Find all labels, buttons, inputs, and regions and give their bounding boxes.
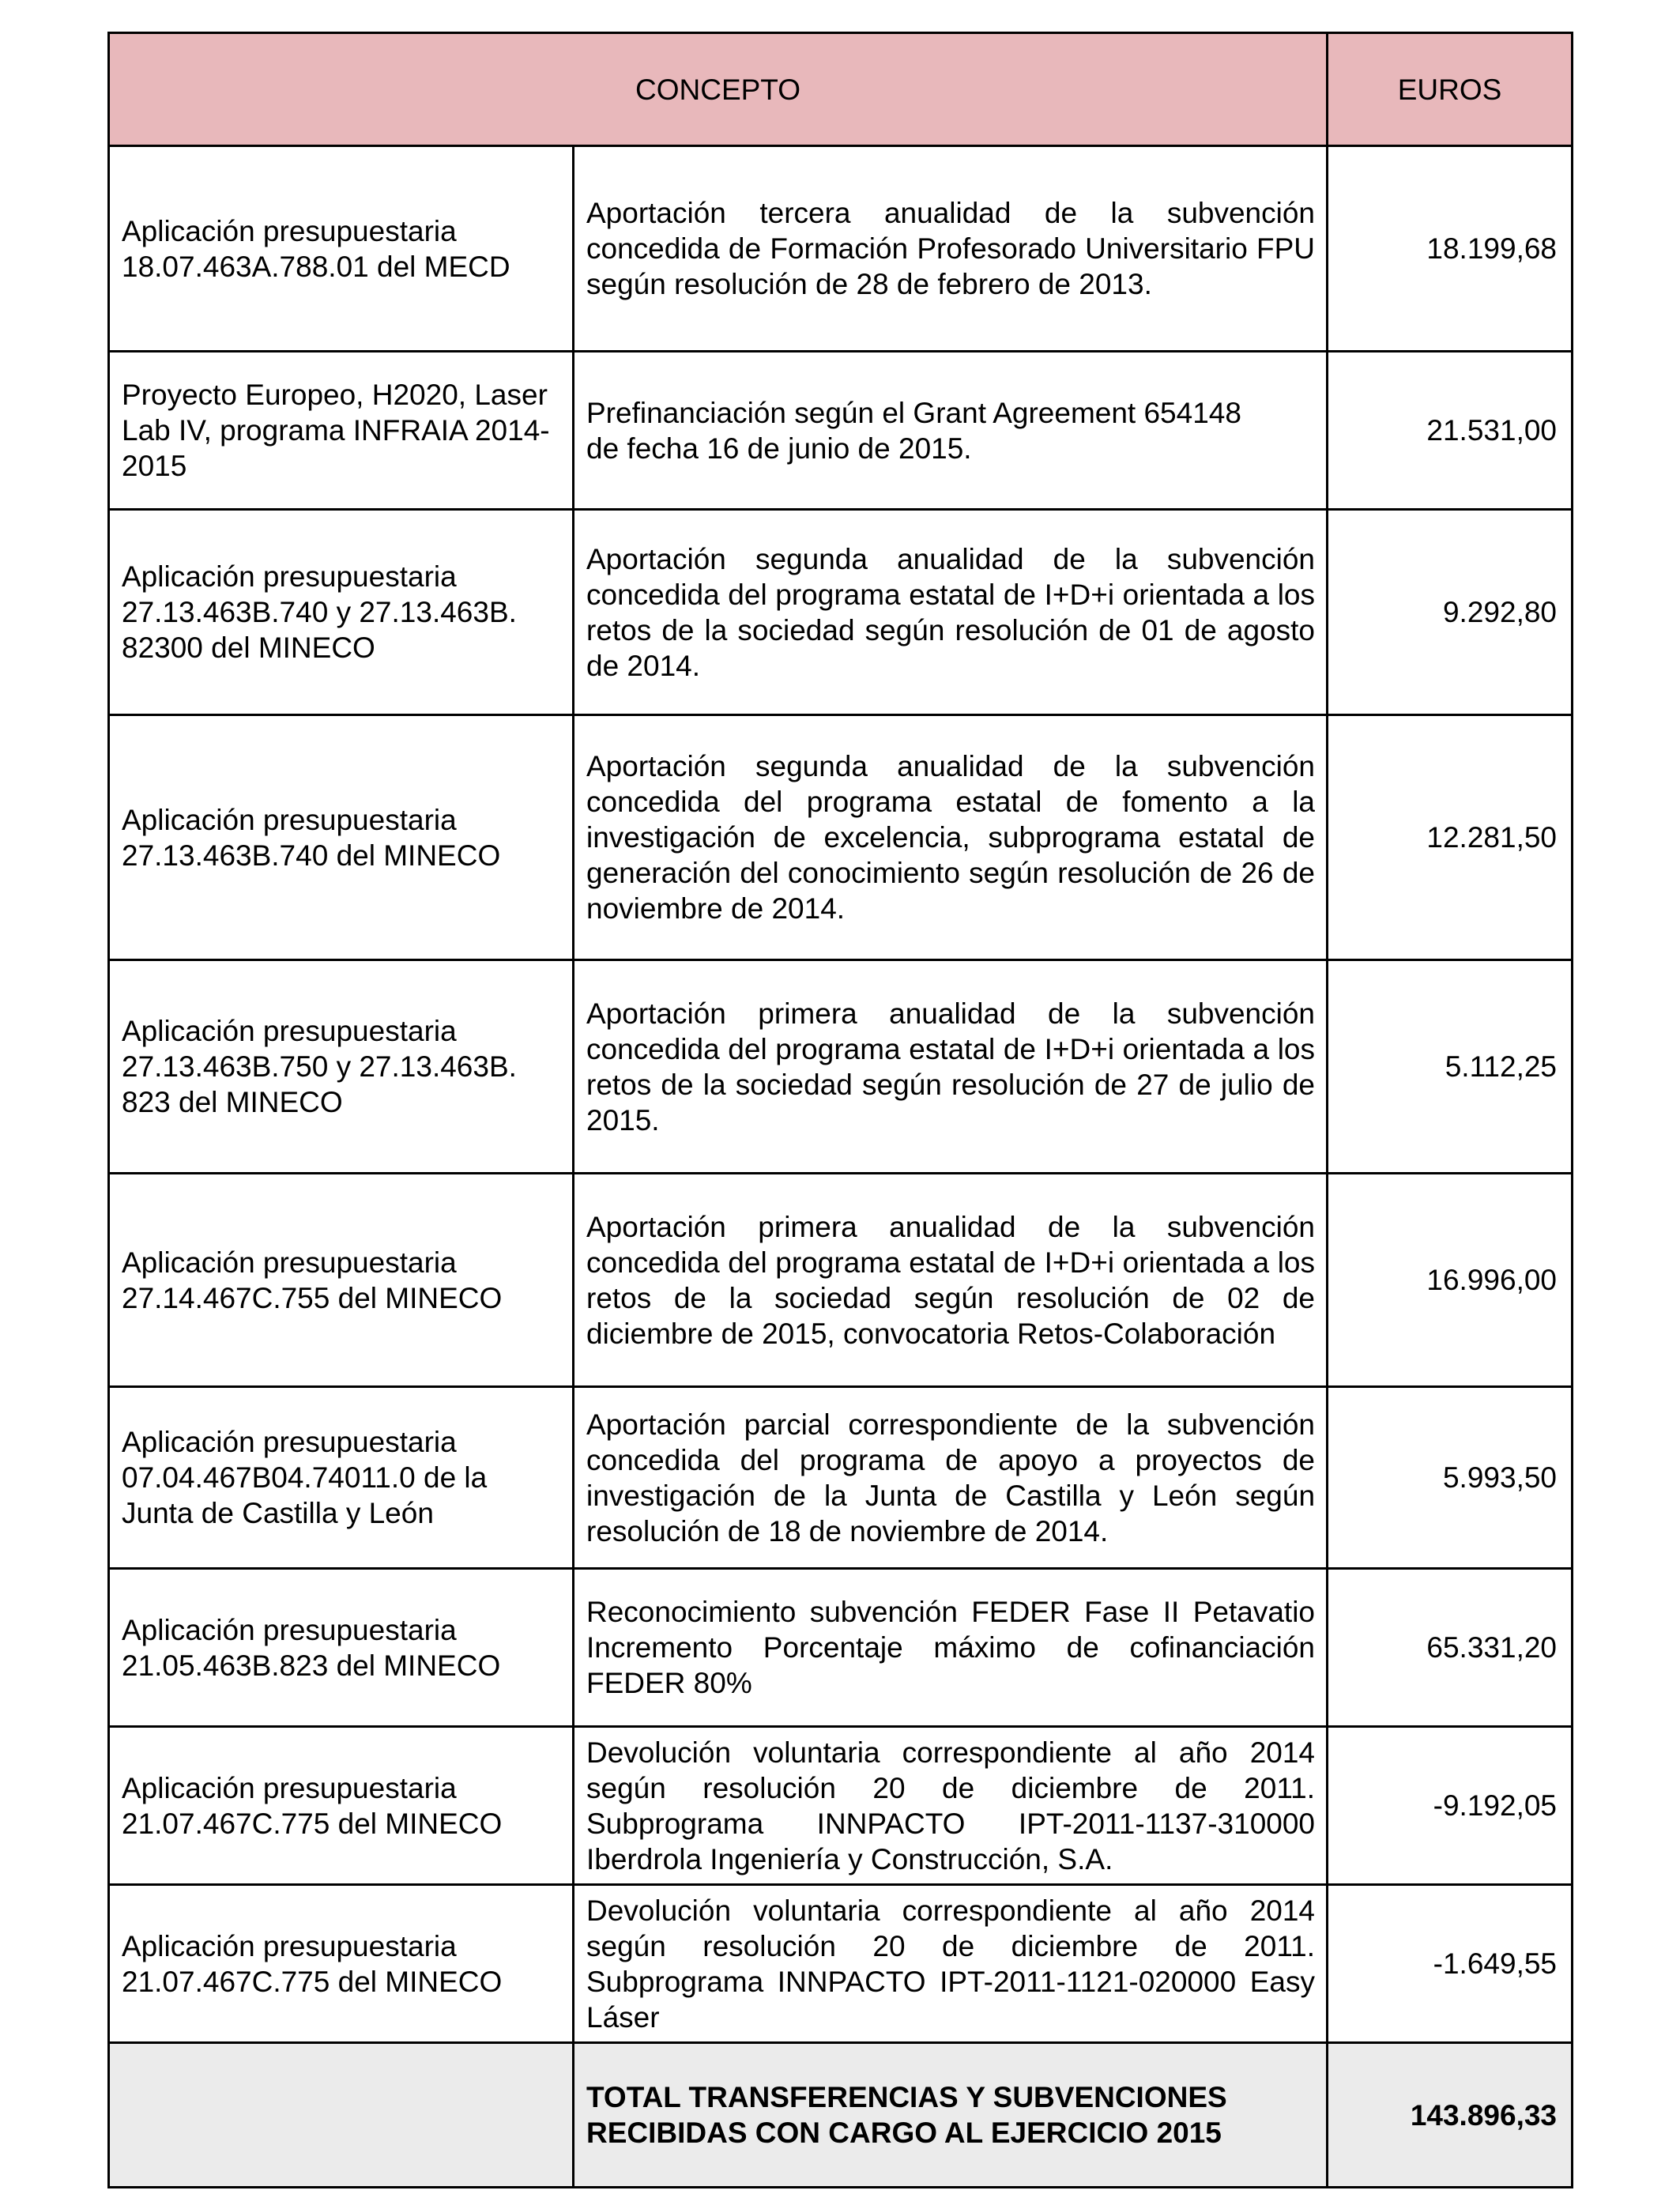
row-concept-text: Aplicación presupuestaria 27.14.467C.755 del MINECO <box>122 1246 503 1314</box>
total-label-cell <box>574 2043 1328 2188</box>
row-description-cell <box>574 352 1328 510</box>
row-description-cell <box>574 1387 1328 1569</box>
header-concepto-label: CONCEPTO <box>635 73 801 106</box>
table-header-row <box>109 33 1573 146</box>
row-amount-cell <box>1328 715 1573 960</box>
row-description-cell <box>574 1727 1328 1885</box>
row-amount-cell <box>1328 1174 1573 1387</box>
row-amount-cell <box>1328 960 1573 1174</box>
row-description-text: Aportación segunda anualidad de la subvención concedida del programa estatal de I+D+i orientada a los retos de la sociedad según resolución de 01 de agosto de 2014. <box>586 542 1316 682</box>
row-amount-text: 9.292,80 <box>1442 596 1558 628</box>
row-amount-cell <box>1328 1885 1573 2043</box>
table-row <box>109 1387 1573 1569</box>
row-amount-text: 5.112,25 <box>1445 1050 1558 1083</box>
row-amount-text: 12.281,50 <box>1426 821 1558 854</box>
row-description-text: Prefinanciación según el Grant Agreement 654148 de fecha 16 de junio de 2015. <box>586 396 1241 465</box>
row-concept-cell <box>109 1569 574 1727</box>
row-concept-text: Aplicación presupuestaria 21.05.463B.823 del MINECO <box>122 1613 501 1682</box>
row-description-cell <box>574 146 1328 352</box>
row-concept-cell <box>109 715 574 960</box>
row-description-text: Aportación parcial correspondiente de la subvención concedida del programa de apoyo a proyectos de investigación de la Junta de Castilla y León según resolución de 18 de noviembre de 2014. <box>586 1408 1316 1547</box>
row-concept-cell <box>109 1885 574 2043</box>
header-euros-label: EUROS <box>1397 73 1502 106</box>
row-concept-cell <box>109 510 574 715</box>
row-amount-text: 65.331,20 <box>1426 1631 1558 1664</box>
row-amount-cell <box>1328 1727 1573 1885</box>
table-row <box>109 715 1573 960</box>
table-row <box>109 960 1573 1174</box>
row-description-cell <box>574 960 1328 1174</box>
row-concept-cell <box>109 1727 574 1885</box>
row-amount-cell <box>1328 510 1573 715</box>
row-description-text: Reconocimiento subvención FEDER Fase II Petavatio Incremento Porcentaje máximo de cofinanciación FEDER 80% <box>586 1596 1316 1699</box>
row-description-text: Devolución voluntaria correspondiente al año 2014 según resolución 20 de diciembre de 2011. Subprograma INNPACTO IPT-2011-1121-020000 Easy Láser <box>586 1894 1316 2034</box>
row-amount-text: -1.649,55 <box>1433 1947 1558 1980</box>
table-row <box>109 1174 1573 1387</box>
total-blank-cell <box>109 2043 574 2188</box>
row-concept-text: Aplicación presupuestaria 18.07.463A.788.01 del MECD <box>122 214 510 283</box>
row-amount-cell <box>1328 1387 1573 1569</box>
row-concept-text: Aplicación presupuestaria 27.13.463B.740 del MINECO <box>122 803 501 872</box>
row-amount-text: 5.993,50 <box>1442 1461 1558 1494</box>
row-description-cell <box>574 510 1328 715</box>
row-description-cell <box>574 715 1328 960</box>
row-concept-cell <box>109 1387 574 1569</box>
row-description-cell <box>574 1174 1328 1387</box>
row-description-cell <box>574 1569 1328 1727</box>
table-row <box>109 510 1573 715</box>
table-row <box>109 1885 1573 2043</box>
row-amount-cell <box>1328 1569 1573 1727</box>
row-concept-cell <box>109 960 574 1174</box>
row-description-text: Devolución voluntaria correspondiente al año 2014 según resolución 20 de diciembre de 2011. Subprograma INNPACTO IPT-2011-1137-310000 Iberdrola Ingeniería y Construcción, S.A. <box>586 1736 1316 1875</box>
table-row <box>109 1727 1573 1885</box>
row-amount-cell <box>1328 146 1573 352</box>
row-concept-cell <box>109 146 574 352</box>
row-description-text: Aportación primera anualidad de la subvención concedida del programa estatal de I+D+i orientada a los retos de la sociedad según resolución de 27 de julio de 2015. <box>586 997 1316 1137</box>
row-concept-text: Aplicación presupuestaria 21.07.467C.775 del MINECO <box>122 1929 503 1998</box>
row-amount-text: 16.996,00 <box>1426 1264 1558 1296</box>
row-concept-text: Aplicación presupuestaria 07.04.467B04.74011.0 de la Junta de Castilla y León <box>122 1426 488 1529</box>
row-amount-text: 18.199,68 <box>1426 232 1558 265</box>
table-row <box>109 146 1573 352</box>
total-row <box>109 2043 1573 2188</box>
row-description-text: Aportación tercera anualidad de la subvención concedida de Formación Profesorado Universitario FPU según resolución de 28 de febrero de 2013. <box>586 197 1316 300</box>
row-concept-cell <box>109 352 574 510</box>
row-amount-text: 21.531,00 <box>1426 414 1558 447</box>
total-amount-cell <box>1328 2043 1573 2188</box>
row-amount-text: -9.192,05 <box>1433 1789 1558 1822</box>
header-concepto <box>109 33 1328 146</box>
row-concept-text: Aplicación presupuestaria 27.13.463B.740 y 27.13.463B. 82300 del MINECO <box>122 560 517 664</box>
row-concept-text: Aplicación presupuestaria 27.13.463B.750 y 27.13.463B. 823 del MINECO <box>122 1015 517 1118</box>
budget-table <box>107 32 1573 2188</box>
row-concept-text: Aplicación presupuestaria 21.07.467C.775 del MINECO <box>122 1771 503 1840</box>
table-row <box>109 352 1573 510</box>
header-euros <box>1328 33 1573 146</box>
table-row <box>109 1569 1573 1727</box>
row-description-cell <box>574 1885 1328 2043</box>
row-concept-cell <box>109 1174 574 1387</box>
total-label: TOTAL TRANSFERENCIAS Y SUBVENCIONES RECIBIDAS CON CARGO AL EJERCICIO 2015 <box>586 2081 1227 2149</box>
row-description-text: Aportación segunda anualidad de la subvención concedida del programa estatal de fomento a la investigación de excelencia, subprograma estatal de generación del conocimiento según resolución de 26 de noviembre de 2014. <box>586 750 1316 925</box>
row-description-text: Aportación primera anualidad de la subvención concedida del programa estatal de I+D+i orientada a los retos de la sociedad según resolución de 02 de diciembre de 2015, convocatoria Retos-Colaboración <box>586 1210 1316 1350</box>
total-amount: 143.896,33 <box>1410 2098 1558 2132</box>
row-amount-cell <box>1328 352 1573 510</box>
row-concept-text: Proyecto Europeo, H2020, Laser Lab IV, programa INFRAIA 2014-2015 <box>122 379 550 482</box>
